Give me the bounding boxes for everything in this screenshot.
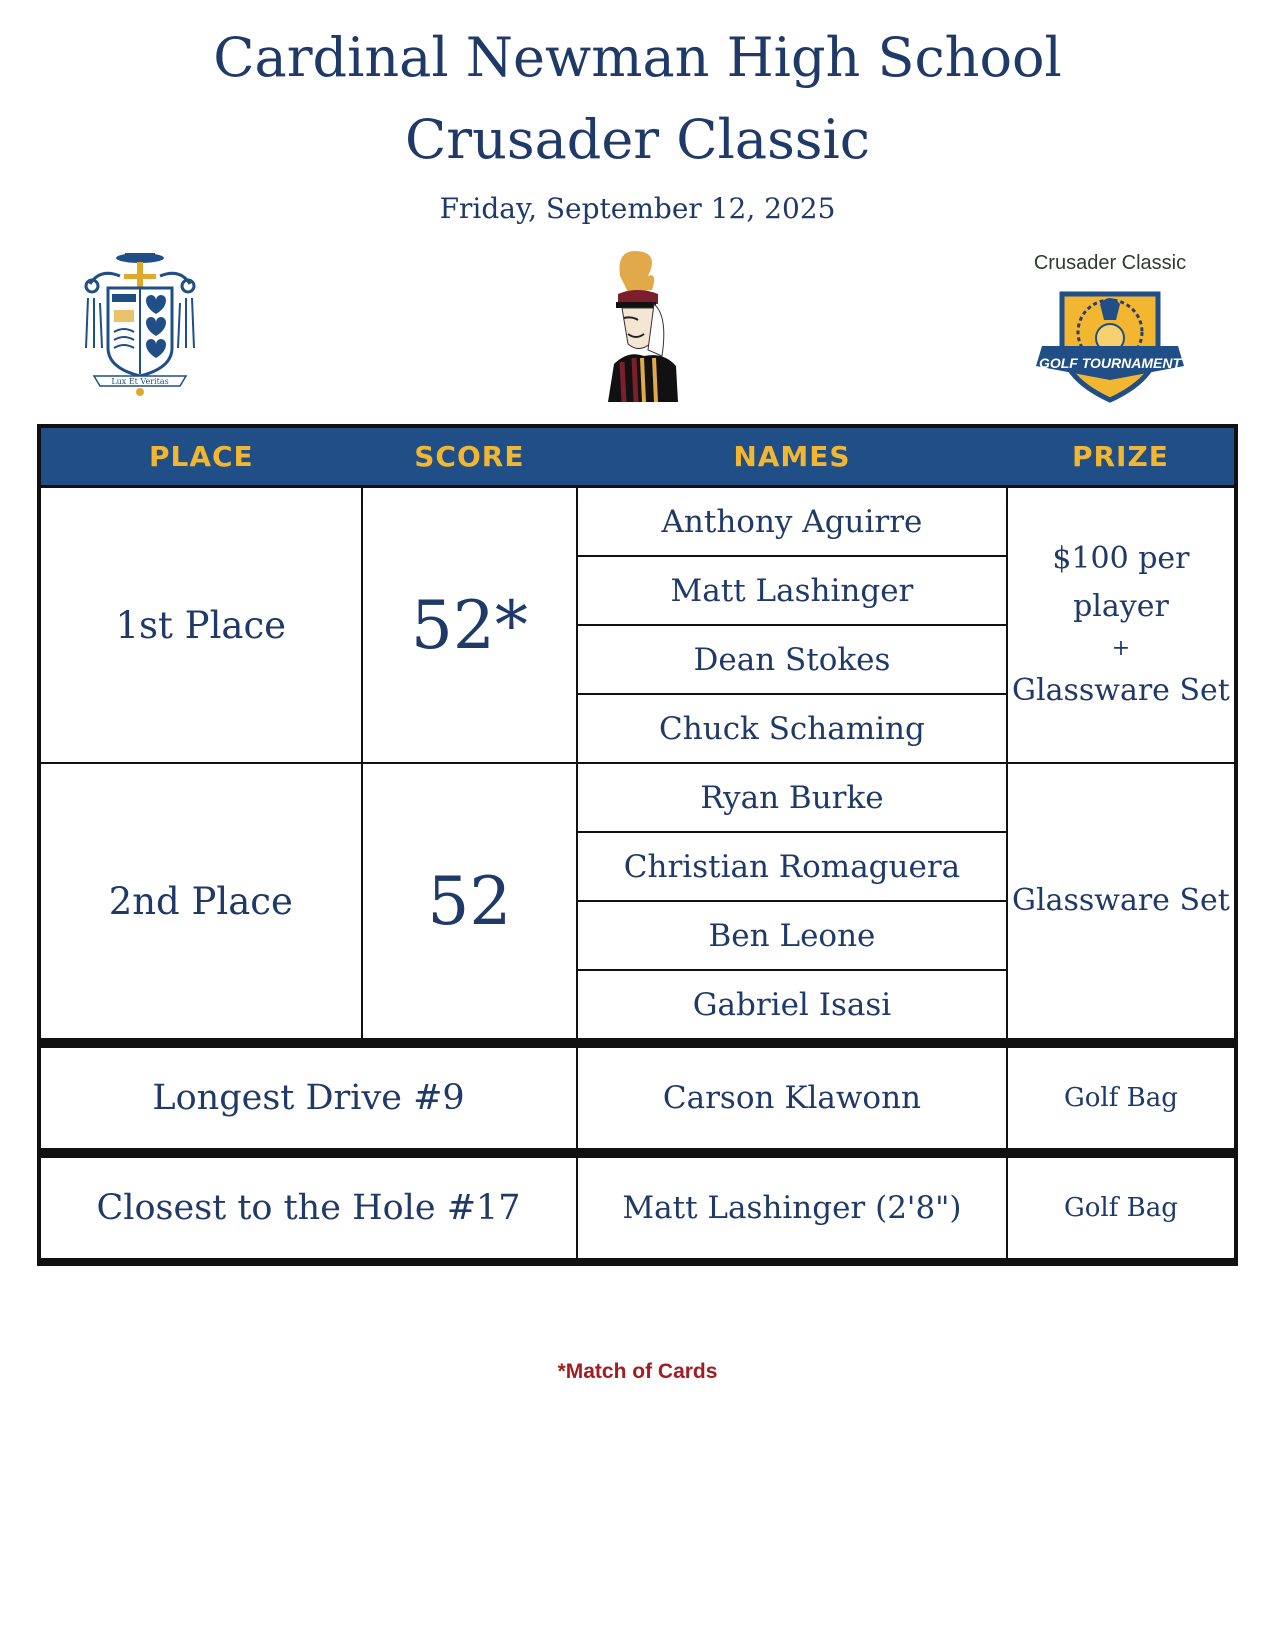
prize-line: $100 per player [1052,541,1190,625]
crest-motto: Lux Et Veritas [111,377,169,386]
player-name: Chuck Schaming [577,694,1007,763]
footnote: *Match of Cards [557,1360,718,1383]
special-award-row [39,1043,1236,1153]
winner-longest-drive: Carson Klawonn [577,1043,1007,1153]
prize-line: Glassware Set [1012,672,1230,708]
player-name: Christian Romaguera [577,832,1007,901]
place-second: 2nd Place [39,763,362,1043]
player-name: Ben Leone [577,901,1007,970]
school-title: Cardinal Newman High School [213,26,1062,89]
award-longest-drive: Longest Drive #9 [39,1043,577,1153]
award-closest-to-hole: Closest to the Hole #17 [39,1153,577,1262]
player-name: Anthony Aguirre [577,487,1007,557]
prize-closest-to-hole: Golf Bag [1007,1153,1236,1262]
prize-first [1007,487,1236,764]
golf-tournament-badge-icon [1020,252,1200,412]
prize-longest-drive: Golf Bag [1007,1043,1236,1153]
winner-closest-to-hole: Matt Lashinger (2'8") [577,1153,1007,1262]
player-name: Matt Lashinger [577,556,1007,625]
results-table [37,424,1238,1266]
score-second: 52 [362,763,577,1043]
event-title: Crusader Classic [404,108,871,171]
header-prize: PRIZE [1007,426,1236,487]
header-score: SCORE [362,426,577,487]
badge-title: Crusader Classic [1033,252,1187,274]
player-name: Ryan Burke [577,763,1007,832]
place-first: 1st Place [39,487,362,764]
prize-second: Glassware Set [1007,763,1236,1043]
badge-banner: GOLF TOURNAMENT [1038,355,1182,371]
event-date: Friday, September 12, 2025 [439,192,836,225]
coat-of-arms-icon [80,248,200,398]
crusader-knight-icon [598,246,683,406]
player-name: Gabriel Isasi [577,970,1007,1043]
special-award-row [39,1153,1236,1262]
table-row [39,763,1236,832]
player-name: Dean Stokes [577,625,1007,694]
header-names: NAMES [577,426,1007,487]
header-place: PLACE [39,426,362,487]
prize-plus: + [1111,636,1131,662]
table-row [39,487,1236,557]
table-header-row [39,426,1236,487]
score-first: 52* [362,487,577,764]
